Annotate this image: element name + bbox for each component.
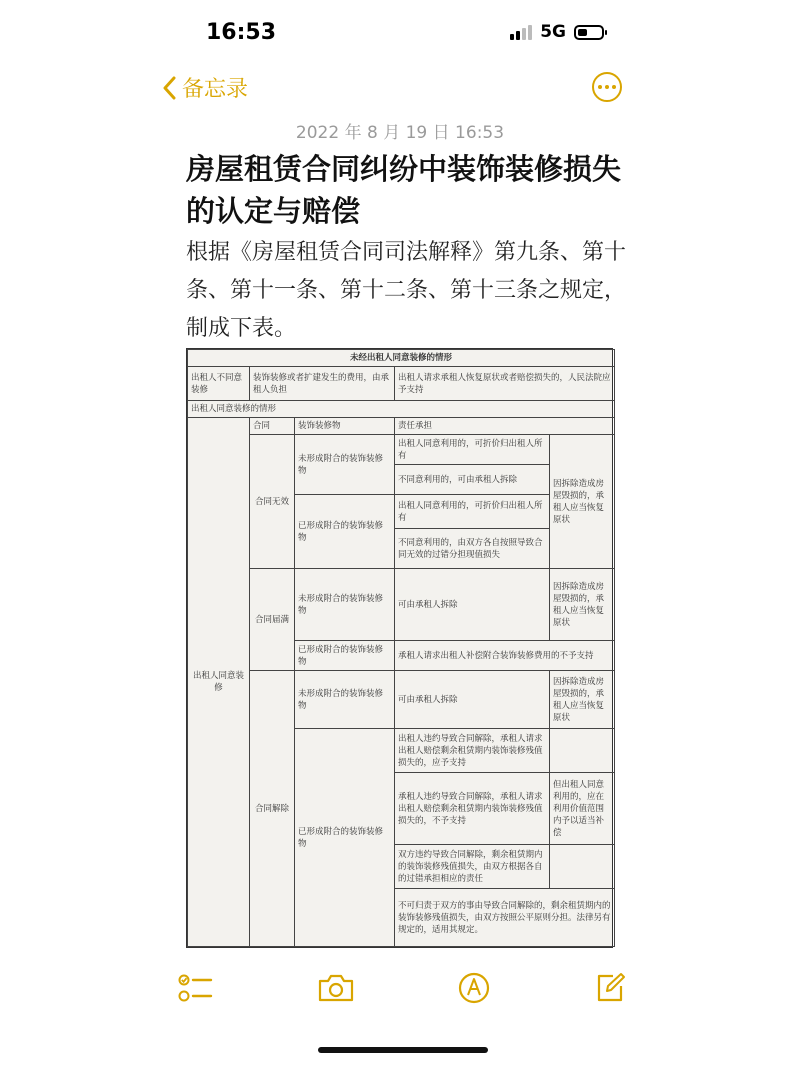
more-options-icon[interactable] <box>592 72 622 102</box>
table-cell: 可由承租人拆除 <box>395 671 550 729</box>
table-cell: 装饰装修或者扩建发生的费用，由承租人负担 <box>250 367 395 401</box>
table-row <box>188 401 615 418</box>
compose-button[interactable] <box>588 966 632 1010</box>
table-header: 装饰装修物 <box>295 418 395 435</box>
table-cell: 不同意利用的，可由承租人拆除 <box>395 465 550 495</box>
table-cell: 但出租人同意利用的，应在利用价值范围内予以适当补偿 <box>550 773 615 845</box>
table-cell: 合同无效 <box>250 435 295 569</box>
note-body[interactable]: 根据《房屋租赁合同司法解释》第九条、第十条、第十一条、第十二条、第十三条之规定，制成下表。 <box>186 240 627 341</box>
compose-icon <box>593 971 627 1005</box>
table-cell: 合同届满 <box>250 569 295 671</box>
table-cell: 不可归责于双方的事由导致合同解除的，剩余租赁期内的装饰装修残值损失，由双方按照公平原则分担。法律另有规定的，适用其规定。 <box>395 889 615 947</box>
status-time: 16:53 <box>206 20 277 45</box>
table-cell: 合同解除 <box>250 671 295 947</box>
table-cell: 双方违约导致合同解除，剩余租赁期内的装饰装修残值损失，由双方根据各自的过错承担相应的责任 <box>395 845 550 889</box>
table-cell: 因拆除造成房屋毁损的，承租人应当恢复原状 <box>550 435 615 569</box>
table-cell: 已形成附合的装饰装修物 <box>295 495 395 569</box>
nav-bar <box>0 64 800 114</box>
table-header: 责任承担 <box>395 418 615 435</box>
table-cell: 出租人违约导致合同解除，承租人请求出租人赔偿剩余租赁期内装饰装修残值损失的，应予支持 <box>395 729 550 773</box>
markup-button[interactable] <box>452 966 496 1010</box>
status-bar <box>0 0 800 64</box>
table-cell: 未形成附合的装饰装修物 <box>295 671 395 729</box>
table-cell: 出租人同意利用的，可折价归出租人所有 <box>395 495 550 529</box>
table-row <box>188 435 615 465</box>
document-image[interactable] <box>186 348 613 948</box>
table-cell <box>550 729 615 773</box>
battery-icon <box>574 25 604 40</box>
back-button[interactable] <box>162 72 248 103</box>
liability-table <box>187 349 615 947</box>
checklist-button[interactable] <box>174 966 218 1010</box>
table-title: 未经出租人同意装修的情形 <box>188 350 615 367</box>
table-cell: 出租人请求承租人恢复原状或者赔偿损失的，人民法院应予支持 <box>395 367 615 401</box>
status-indicators <box>510 22 604 42</box>
checklist-icon <box>178 972 214 1004</box>
bottom-toolbar <box>0 966 800 1026</box>
camera-icon <box>316 972 356 1004</box>
note-timestamp: 2022 年 8 月 19 日 16:53 <box>295 123 505 143</box>
table-header: 合同 <box>250 418 295 435</box>
table-cell: 因拆除造成房屋毁损的，承租人应当恢复原状 <box>550 569 615 641</box>
chevron-left-icon <box>162 76 176 100</box>
table-cell: 未形成附合的装饰装修物 <box>295 435 395 495</box>
table-cell: 已形成附合的装饰装修物 <box>295 641 395 671</box>
table-cell: 未形成附合的装饰装修物 <box>295 569 395 641</box>
table-cell: 承租人违约导致合同解除，承租人请求出租人赔偿剩余租赁期内装饰装修残值损失的，不予支持 <box>395 773 550 845</box>
table-cell: 出租人同意装修 <box>188 418 250 947</box>
pen-tip-icon <box>457 971 491 1005</box>
table-cell: 承租人请求出租人补偿附合装饰装修费用的不予支持 <box>395 641 615 671</box>
table-cell: 出租人不同意装修 <box>188 367 250 401</box>
table-cell: 因拆除造成房屋毁损的，承租人应当恢复原状 <box>550 671 615 729</box>
network-label: 5G <box>540 22 566 42</box>
table-cell: 可由承租人拆除 <box>395 569 550 641</box>
section-heading: 出租人同意装修的情形 <box>188 401 615 418</box>
back-label: 备忘录 <box>182 77 249 102</box>
table-row <box>188 671 615 729</box>
note-title[interactable]: 房屋租赁合同纠纷中装饰装修损失的认定与赔偿 <box>186 152 622 228</box>
home-indicator[interactable] <box>318 1047 488 1053</box>
table-row <box>188 418 615 435</box>
table-row <box>188 367 615 401</box>
camera-button[interactable] <box>314 966 358 1010</box>
table-cell: 不同意利用的，由双方各自按照导致合同无效的过错分担现值损失 <box>395 529 550 569</box>
signal-icon <box>510 24 532 40</box>
table-cell <box>550 845 615 889</box>
table-cell: 已形成附合的装饰装修物 <box>295 729 395 947</box>
table-row <box>188 569 615 641</box>
table-cell: 出租人同意利用的，可折价归出租人所有 <box>395 435 550 465</box>
table-row <box>188 350 615 367</box>
